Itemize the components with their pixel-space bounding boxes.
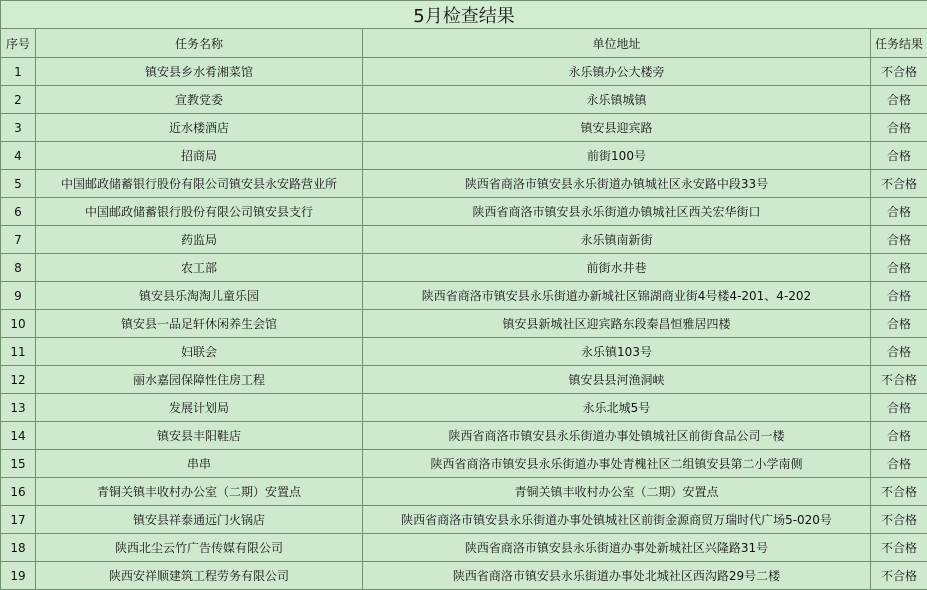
table-row	[1, 310, 927, 338]
row-result-cell[interactable]: 合格	[871, 422, 927, 450]
row-index-cell[interactable]: 9	[1, 282, 36, 310]
table-row	[1, 366, 927, 394]
row-task-name-cell[interactable]: 宣教党委	[36, 86, 363, 114]
header-address[interactable]: 单位地址	[363, 29, 871, 58]
table-row	[1, 450, 927, 478]
table-row	[1, 142, 927, 170]
table-row	[1, 506, 927, 534]
row-task-name-cell[interactable]: 镇安县乐淘淘儿童乐园	[36, 282, 363, 310]
row-result-cell[interactable]: 不合格	[871, 170, 927, 198]
row-result-cell[interactable]: 合格	[871, 254, 927, 282]
row-result-cell[interactable]: 合格	[871, 114, 927, 142]
row-address-cell[interactable]: 陕西省商洛市镇安县永乐街道办事处镇城社区前街金源商贸万瑞时代广场5-020号	[363, 506, 871, 534]
table-row	[1, 338, 927, 366]
row-address-cell[interactable]: 陕西省商洛市镇安县永乐街道办镇城社区西关宏华街口	[363, 198, 871, 226]
row-task-name-cell[interactable]: 中国邮政储蓄银行股份有限公司镇安县支行	[36, 198, 363, 226]
row-task-name-cell[interactable]: 镇安县一品足轩休闲养生会馆	[36, 310, 363, 338]
row-address-cell[interactable]: 陕西省商洛市镇安县永乐街道办事处青槐社区二组镇安县第二小学南侧	[363, 450, 871, 478]
header-index[interactable]: 序号	[1, 29, 36, 58]
row-address-cell[interactable]: 永乐镇城镇	[363, 86, 871, 114]
table-row	[1, 282, 927, 310]
row-task-name-cell[interactable]: 串串	[36, 450, 363, 478]
row-result-cell[interactable]: 合格	[871, 198, 927, 226]
row-result-cell[interactable]: 合格	[871, 142, 927, 170]
row-index-cell[interactable]: 12	[1, 366, 36, 394]
row-task-name-cell[interactable]: 青铜关镇丰收村办公室（二期）安置点	[36, 478, 363, 506]
row-index-cell[interactable]: 18	[1, 534, 36, 562]
row-task-name-cell[interactable]: 妇联会	[36, 338, 363, 366]
table-row	[1, 114, 927, 142]
row-address-cell[interactable]: 永乐北城5号	[363, 394, 871, 422]
row-address-cell[interactable]: 永乐镇办公大楼旁	[363, 58, 871, 86]
row-index-cell[interactable]: 14	[1, 422, 36, 450]
row-index-cell[interactable]: 2	[1, 86, 36, 114]
row-address-cell[interactable]: 陕西省商洛市镇安县永乐街道办事处镇城社区前街食品公司一楼	[363, 422, 871, 450]
table-row	[1, 198, 927, 226]
row-index-cell[interactable]: 19	[1, 562, 36, 590]
row-task-name-cell[interactable]: 陕西安祥顺建筑工程劳务有限公司	[36, 562, 363, 590]
table-row	[1, 478, 927, 506]
row-result-cell[interactable]: 合格	[871, 450, 927, 478]
row-result-cell[interactable]: 不合格	[871, 534, 927, 562]
row-index-cell[interactable]: 6	[1, 198, 36, 226]
row-result-cell[interactable]: 不合格	[871, 478, 927, 506]
table-row	[1, 422, 927, 450]
row-task-name-cell[interactable]: 中国邮政储蓄银行股份有限公司镇安县永安路营业所	[36, 170, 363, 198]
row-task-name-cell[interactable]: 近水楼酒店	[36, 114, 363, 142]
row-index-cell[interactable]: 10	[1, 310, 36, 338]
row-index-cell[interactable]: 13	[1, 394, 36, 422]
row-address-cell[interactable]: 永乐镇南新街	[363, 226, 871, 254]
table-row	[1, 58, 927, 86]
table-title: 5月检查结果	[1, 1, 927, 29]
row-index-cell[interactable]: 1	[1, 58, 36, 86]
row-task-name-cell[interactable]: 招商局	[36, 142, 363, 170]
row-address-cell[interactable]: 陕西省商洛市镇安县永乐街道办镇城社区永安路中段33号	[363, 170, 871, 198]
row-index-cell[interactable]: 7	[1, 226, 36, 254]
row-result-cell[interactable]: 不合格	[871, 506, 927, 534]
table-row	[1, 394, 927, 422]
row-task-name-cell[interactable]: 农工部	[36, 254, 363, 282]
table-row	[1, 86, 927, 114]
row-result-cell[interactable]: 不合格	[871, 366, 927, 394]
row-address-cell[interactable]: 镇安县新城社区迎宾路东段秦昌恒雅居四楼	[363, 310, 871, 338]
table-row	[1, 226, 927, 254]
row-task-name-cell[interactable]: 镇安县祥泰通远门火锅店	[36, 506, 363, 534]
row-result-cell[interactable]: 合格	[871, 282, 927, 310]
row-task-name-cell[interactable]: 发展计划局	[36, 394, 363, 422]
row-address-cell[interactable]: 镇安县县河渔洞峡	[363, 366, 871, 394]
row-task-name-cell[interactable]: 镇安县乡水肴湘菜馆	[36, 58, 363, 86]
row-result-cell[interactable]: 合格	[871, 310, 927, 338]
row-result-cell[interactable]: 合格	[871, 338, 927, 366]
row-task-name-cell[interactable]: 丽水嘉园保障性住房工程	[36, 366, 363, 394]
row-index-cell[interactable]: 16	[1, 478, 36, 506]
row-index-cell[interactable]: 3	[1, 114, 36, 142]
table-row	[1, 562, 927, 590]
row-result-cell[interactable]: 合格	[871, 394, 927, 422]
row-address-cell[interactable]: 陕西省商洛市镇安县永乐街道办事处新城社区兴隆路31号	[363, 534, 871, 562]
row-address-cell[interactable]: 陕西省商洛市镇安县永乐街道办事处北城社区西沟路29号二楼	[363, 562, 871, 590]
table-row	[1, 534, 927, 562]
row-index-cell[interactable]: 4	[1, 142, 36, 170]
header-row	[1, 29, 927, 58]
row-result-cell[interactable]: 合格	[871, 86, 927, 114]
row-index-cell[interactable]: 11	[1, 338, 36, 366]
header-result[interactable]: 任务结果	[871, 29, 927, 58]
row-address-cell[interactable]: 镇安县迎宾路	[363, 114, 871, 142]
row-result-cell[interactable]: 不合格	[871, 58, 927, 86]
row-address-cell[interactable]: 永乐镇103号	[363, 338, 871, 366]
table-row	[1, 254, 927, 282]
row-index-cell[interactable]: 5	[1, 170, 36, 198]
table-row	[1, 170, 927, 198]
row-index-cell[interactable]: 17	[1, 506, 36, 534]
row-address-cell[interactable]: 青铜关镇丰收村办公室（二期）安置点	[363, 478, 871, 506]
title-row	[1, 1, 927, 29]
row-address-cell[interactable]: 陕西省商洛市镇安县永乐街道办新城社区锦湖商业街4号楼4-201、4-202	[363, 282, 871, 310]
row-result-cell[interactable]: 合格	[871, 226, 927, 254]
header-task-name[interactable]: 任务名称	[36, 29, 363, 58]
row-address-cell[interactable]: 前街100号	[363, 142, 871, 170]
row-task-name-cell[interactable]: 镇安县丰阳鞋店	[36, 422, 363, 450]
row-result-cell[interactable]: 不合格	[871, 562, 927, 590]
row-index-cell[interactable]: 15	[1, 450, 36, 478]
row-index-cell[interactable]: 8	[1, 254, 36, 282]
row-address-cell[interactable]: 前街水井巷	[363, 254, 871, 282]
row-task-name-cell[interactable]: 陕西北尘云竹广告传媒有限公司	[36, 534, 363, 562]
row-task-name-cell[interactable]: 药监局	[36, 226, 363, 254]
